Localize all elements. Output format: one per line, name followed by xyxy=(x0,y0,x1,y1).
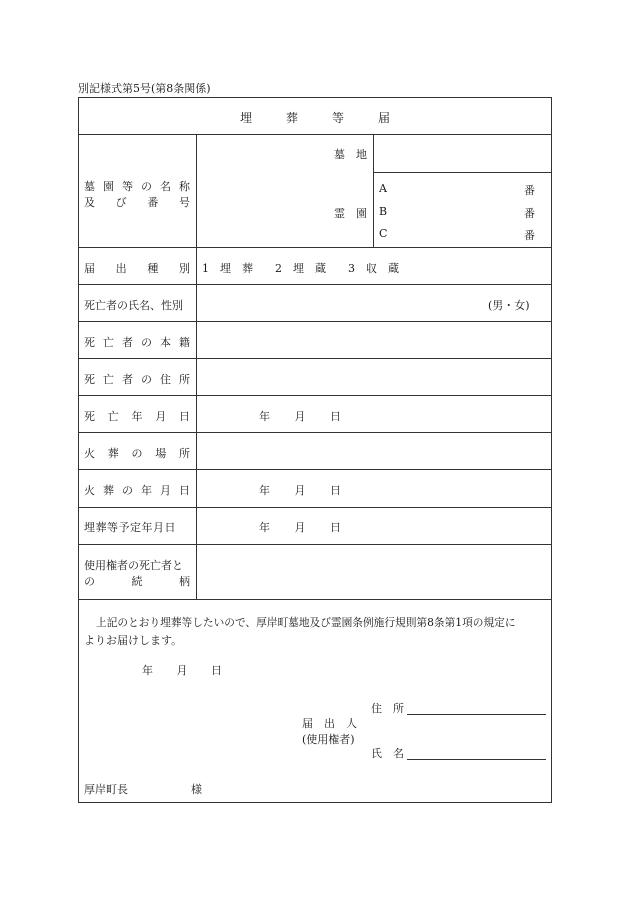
applicant-address-label: 住 所 xyxy=(371,702,404,715)
burial-date-field[interactable]: 年 月 日 xyxy=(259,521,341,534)
applicant-address-line[interactable] xyxy=(407,714,546,715)
cremation-place-field[interactable] xyxy=(197,433,551,468)
burial-date-label: 埋葬等予定年月日 xyxy=(84,521,176,534)
domicile-label: 死 亡 者 の 本 籍 xyxy=(84,336,190,349)
relation-label-line2: の 続 柄 xyxy=(84,575,190,588)
type-option[interactable]: 3 収 蔵 xyxy=(348,262,399,275)
notification-type-options xyxy=(202,260,399,276)
statement-text: 上記のとおり埋葬等したいので、厚岸町墓地及び霊園条例施行規則第8条第1項の規定に xyxy=(96,616,516,629)
reien-entry[interactable]: A 番 xyxy=(379,182,535,197)
type-option[interactable]: 1 埋 葬 xyxy=(202,262,253,275)
applicant-sub-label: (使用権者) xyxy=(302,733,355,746)
reien-label: 霊 園 xyxy=(334,207,367,220)
reien-entry[interactable]: C 番 xyxy=(379,227,535,242)
row-divider xyxy=(78,395,552,396)
row-divider xyxy=(78,507,552,508)
reien-entry[interactable]: B 番 xyxy=(379,205,535,220)
notification-type-label: 届 出 種 別 xyxy=(84,262,190,275)
form-header: 別記様式第5号(第8条関係) xyxy=(78,82,211,95)
applicant-label: 届 出 人 xyxy=(302,717,357,730)
row-divider xyxy=(78,469,552,470)
bochi-field[interactable] xyxy=(374,135,551,171)
relation-field[interactable] xyxy=(197,545,551,598)
gender-field[interactable]: (男・女) xyxy=(488,299,530,312)
address-label: 死 亡 者 の 住 所 xyxy=(84,373,190,386)
honorific: 様 xyxy=(191,783,202,796)
cremation-date-label: 火 葬 の 年 月 日 xyxy=(84,484,190,497)
death-date-field[interactable]: 年 月 日 xyxy=(259,410,341,423)
applicant-name-line[interactable] xyxy=(407,759,546,760)
row-divider xyxy=(373,172,552,173)
grave-name-label: 墓 園 等 の 名 称 xyxy=(84,180,190,193)
submission-date-field[interactable]: 年 月 日 xyxy=(142,664,222,677)
bochi-label: 墓 地 xyxy=(334,148,367,161)
form-title: 埋 葬 等 届 xyxy=(240,111,390,125)
row-divider xyxy=(78,599,552,600)
row-divider xyxy=(78,284,552,285)
statement-text-cont: よりお届けします。 xyxy=(84,634,183,647)
addressee: 厚岸町長 xyxy=(84,783,128,796)
domicile-field[interactable] xyxy=(197,322,551,357)
relation-label: 使用権者の死亡者と xyxy=(84,559,183,572)
death-date-label: 死 亡 年 月 日 xyxy=(84,410,190,423)
applicant-name-label: 氏 名 xyxy=(371,747,404,760)
cremation-date-field[interactable]: 年 月 日 xyxy=(259,484,341,497)
cremation-place-label: 火 葬 の 場 所 xyxy=(84,447,190,460)
address-field[interactable] xyxy=(197,359,551,394)
deceased-name-label: 死亡者の氏名、性別 xyxy=(84,299,183,312)
grave-number-label: 及 び 番 号 xyxy=(84,196,190,209)
type-option[interactable]: 2 埋 蔵 xyxy=(275,262,326,275)
row-divider xyxy=(78,247,552,248)
